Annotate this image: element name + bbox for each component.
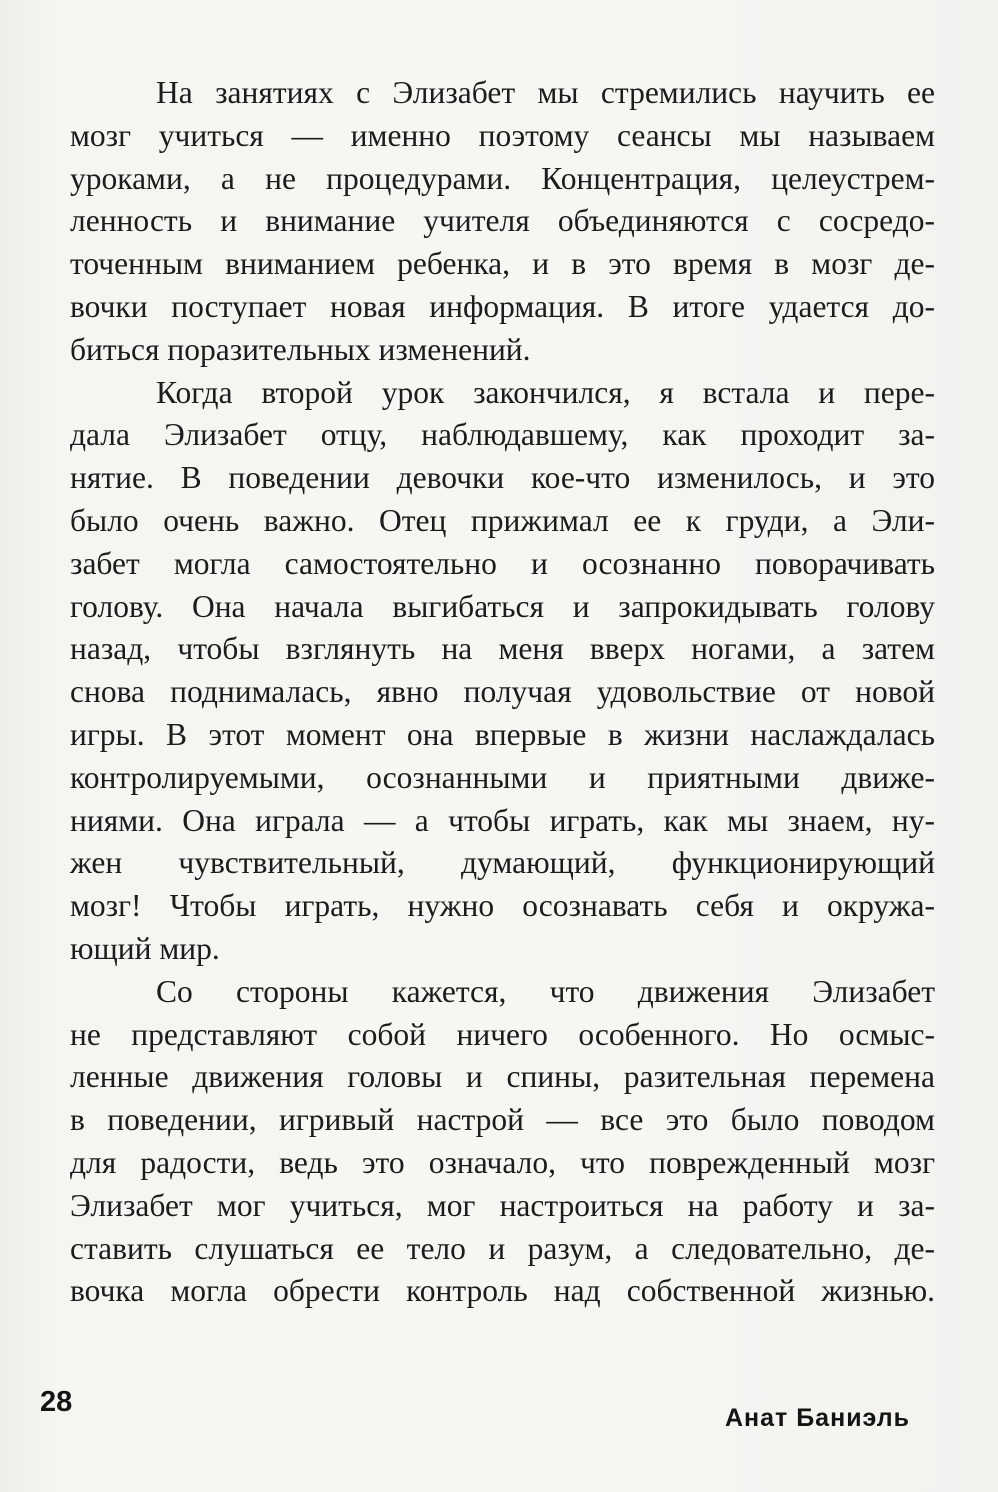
paragraph-3 xyxy=(70,971,935,1313)
paragraph-1 xyxy=(70,72,935,372)
page-number: 28 xyxy=(40,1386,73,1418)
text-line: уроками, а не процедурами. Концентрация, целеустрем- xyxy=(70,160,935,196)
text-line: дала Элизабет отцу, наблюдавшему, как проходит за- xyxy=(70,417,935,453)
text-line: биться поразительных изменений. xyxy=(70,331,531,367)
text-line: снова поднималась, явно получая удовольствие от новой xyxy=(70,674,935,710)
body-text xyxy=(70,72,935,1313)
text-line: Со стороны кажется, что движения Элизабет xyxy=(156,973,935,1009)
running-footer-author: Анат Баниэль xyxy=(724,1404,910,1432)
text-line: вочки поступает новая информация. В итоге удается до- xyxy=(70,288,935,324)
text-line: ставить слушаться ее тело и разум, а следовательно, де- xyxy=(70,1230,935,1266)
text-line: точенным вниманием ребенка, и в это время в мозг де- xyxy=(70,246,935,282)
text-line: было очень важно. Отец прижимал ее к груди, а Эли- xyxy=(70,502,935,538)
text-line: нятие. В поведении девочки кое-что изменилось, и это xyxy=(70,460,935,496)
text-line: На занятиях с Элизабет мы стремились научить ее xyxy=(156,75,935,110)
text-line: для радости, ведь это означало, что поврежденный мозг xyxy=(70,1144,935,1180)
text-line: ленность и внимание учителя объединяются с сосредо- xyxy=(70,203,935,239)
text-line: Элизабет мог учиться, мог настроиться на работу и за- xyxy=(70,1187,935,1223)
text-line: жен чувствительный, думающий, функционирующий xyxy=(70,845,935,881)
text-line: контролируемыми, осознанными и приятными движе- xyxy=(70,759,935,795)
text-line: ниями. Она играла — а чтобы играть, как мы знаем, ну- xyxy=(70,802,935,838)
text-line: мозг! Чтобы играть, нужно осознавать себя и окружа- xyxy=(70,888,935,924)
text-line: в поведении, игривый настрой — все это было поводом xyxy=(70,1102,935,1138)
paragraph-2 xyxy=(70,372,935,971)
text-line: забет могла самостоятельно и осознанно поворачивать xyxy=(70,545,935,581)
text-line: вочка могла обрести контроль над собственной жизнью. xyxy=(70,1273,935,1309)
text-line: голову. Она начала выгибаться и запрокидывать голову xyxy=(70,588,935,624)
text-line: ленные движения головы и спины, разительная перемена xyxy=(70,1059,935,1095)
text-line: не представляют собой ничего особенного. Но осмыс- xyxy=(70,1016,935,1052)
text-line: Когда второй урок закончился, я встала и пере- xyxy=(156,374,935,410)
text-line: игры. В этот момент она впервые в жизни наслаждалась xyxy=(70,716,935,752)
text-line: ющий мир. xyxy=(70,930,220,966)
text-line: мозг учиться — именно поэтому сеансы мы называем xyxy=(70,117,935,153)
text-line: назад, чтобы взглянуть на меня вверх ногами, а затем xyxy=(70,631,935,667)
